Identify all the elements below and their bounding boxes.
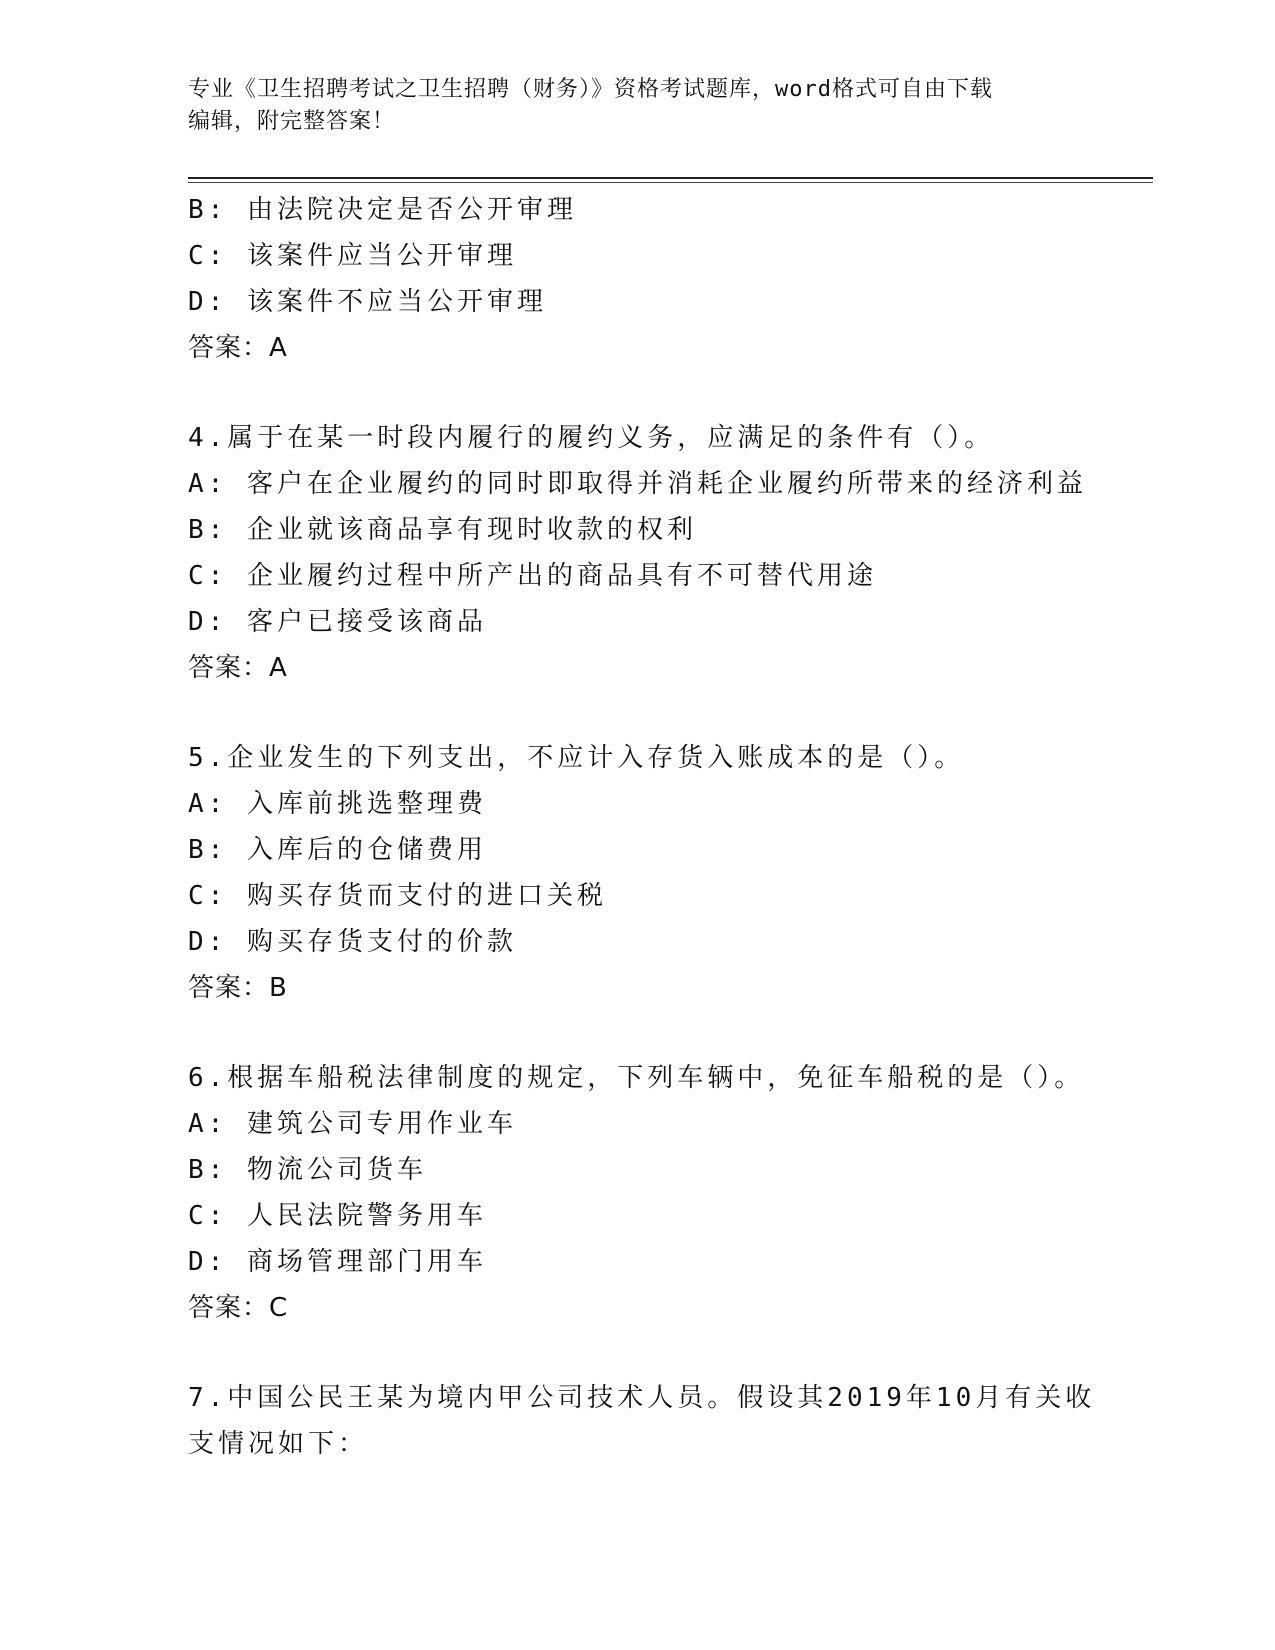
header-line-1: 专业《卫生招聘考试之卫生招聘（财务）》资格考试题库，word格式可自由下载 <box>188 77 993 102</box>
option-d: D: 商场管理部门用车 <box>188 1247 487 1277</box>
option-d: D: 客户已接受该商品 <box>188 607 487 637</box>
spacer <box>188 1331 1148 1375</box>
question-6 <box>188 1055 1148 1331</box>
header-divider-thick <box>188 177 1153 179</box>
question-3 <box>188 187 1148 371</box>
question-7 <box>188 1375 1148 1467</box>
option-c: C: 企业履约过程中所产出的商品具有不可替代用途 <box>188 561 877 591</box>
answer: 答案：B <box>188 973 288 1003</box>
option-a: A: 入库前挑选整理费 <box>188 789 487 819</box>
option-d: D: 该案件不应当公开审理 <box>188 287 547 317</box>
option-b: B: 物流公司货车 <box>188 1155 427 1185</box>
question-list <box>188 187 1148 1467</box>
option-c: C: 人民法院警务用车 <box>188 1201 487 1231</box>
spacer <box>188 691 1148 735</box>
option-d: D: 购买存货支付的价款 <box>188 927 517 957</box>
option-b: B: 入库后的仓储费用 <box>188 835 487 865</box>
answer: 答案：A <box>188 653 288 683</box>
header-line-2: 编辑，附完整答案！ <box>188 109 396 134</box>
document-header <box>188 74 1088 138</box>
option-b: B: 由法院决定是否公开审理 <box>188 195 577 225</box>
spacer <box>188 1011 1148 1055</box>
question-5 <box>188 735 1148 1011</box>
question-text-line-2: 支情况如下： <box>188 1429 369 1459</box>
header-divider-thin <box>188 182 1153 183</box>
option-a: A: 客户在企业履约的同时即取得并消耗企业履约所带来的经济利益 <box>188 469 1087 499</box>
option-a: A: 建筑公司专用作业车 <box>188 1109 517 1139</box>
answer: 答案：A <box>188 333 288 363</box>
spacer <box>188 371 1148 415</box>
question-text: 6.根据车船税法律制度的规定，下列车辆中，免征车船税的是（）。 <box>188 1063 1085 1093</box>
answer: 答案：C <box>188 1293 289 1323</box>
question-text: 5.企业发生的下列支出，不应计入存货入账成本的是（）。 <box>188 743 965 773</box>
option-b: B: 企业就该商品享有现时收款的权利 <box>188 515 697 545</box>
option-c: C: 购买存货而支付的进口关税 <box>188 881 607 911</box>
question-text-line-1: 7.中国公民王某为境内甲公司技术人员。假设其2019年10月有关收 <box>188 1383 1096 1413</box>
question-text: 4.属于在某一时段内履行的履约义务，应满足的条件有（）。 <box>188 423 995 453</box>
option-c: C: 该案件应当公开审理 <box>188 241 517 271</box>
question-4 <box>188 415 1148 691</box>
